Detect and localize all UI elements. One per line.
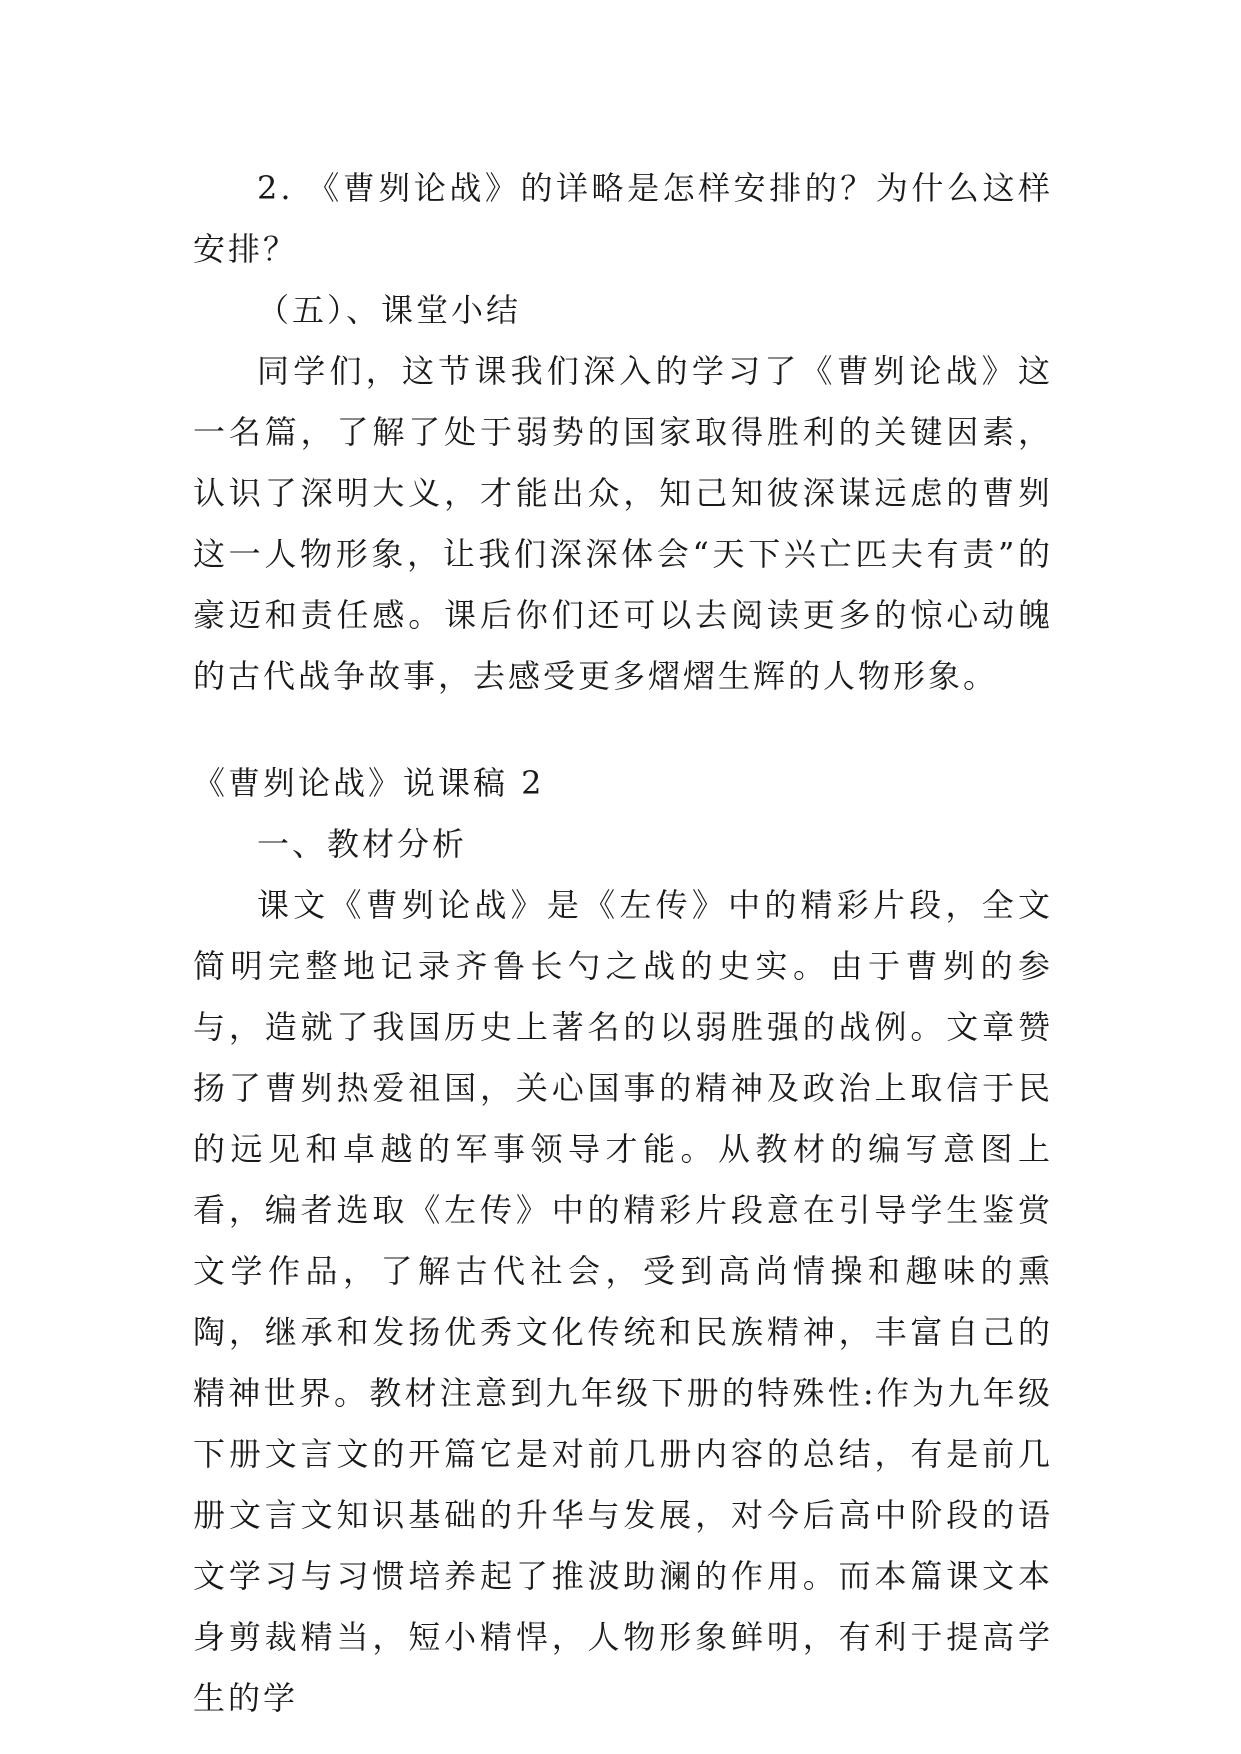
document-body [193,158,1053,1729]
heading-section-five: （五）、课堂小结 [257,291,522,329]
paragraph-textbook-analysis: 课文《曹刿论战》是《左传》中的精彩片段，全文简明完整地记录齐鲁长勺之战的史实。由于曹刿的参与，造就了我国历史上著名的以弱胜强的战例。文章赞扬了曹刿热爱祖国，关心国事的精神及政治上取信于民的远见和卓越的军事领导才能。从教材的编写意图上看，编者选取《左传》中的精彩片段意在引导学生鉴赏文学作品，了解古代社会，受到高尚情操和趣味的熏陶，继承和发扬优秀文化传统和民族精神，丰富自己的精神世界。教材注意到九年级下册的特殊性:作为九年级下册文言文的开篇它是对前几册内容的总结，有是前几册文言文知识基础的升华与发展，对今后高中阶段的语文学习与习惯培养起了推波助澜的作用。而本篇课文本身剪裁精当，短小精悍，人物形象鲜明，有利于提高学生的学 [193,886,1053,1717]
paragraph-question-2: 2. 《曹刿论战》的详略是怎样安排的？为什么这样安排？ [193,169,1053,268]
paragraph-class-summary: 同学们，这节课我们深入的学习了《曹刿论战》这一名篇，了解了处于弱势的国家取得胜利的关键因素，认识了深明大义，才能出众，知己知彼深谋远虑的曹刿这一人物形象，让我们深深体会“天下兴亡匹夫有责”的豪迈和责任感。课后你们还可以去阅读更多的惊心动魄的古代战争故事，去感受更多熠熠生辉的人物形象。 [193,352,1053,695]
document-title-2: 《曹刿论战》说课稿 2 [193,764,545,802]
heading-section-one: 一、教材分析 [257,825,468,863]
section-spacer [193,707,1053,753]
